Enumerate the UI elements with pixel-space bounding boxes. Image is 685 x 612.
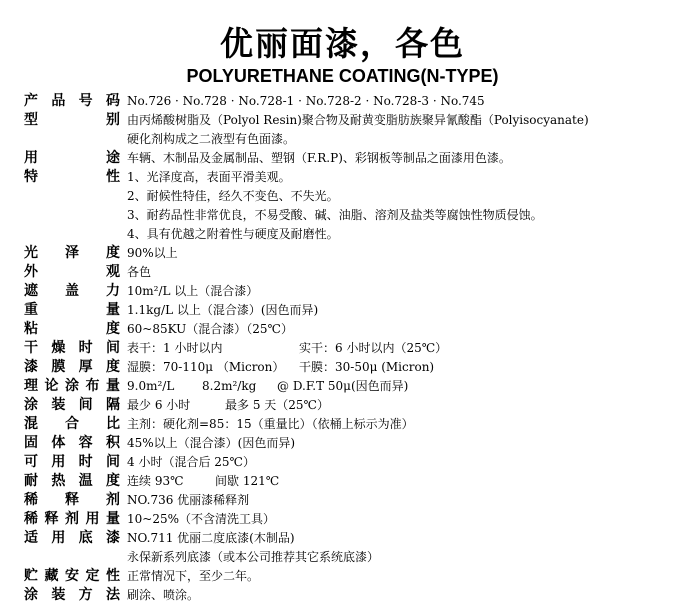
- spec-label: 外 观: [24, 264, 120, 280]
- spec-value: No.726 · No.728 · No.728-1 · No.728-2 · No.728-3 · No.745: [127, 94, 485, 108]
- spec-value: 连续 93℃ 间歇 121℃: [127, 474, 280, 488]
- spec-value: 10m²/L 以上（混合漆）: [127, 284, 259, 298]
- spec-row-usage: [24, 149, 684, 168]
- spec-row-storage-stability: [24, 567, 684, 586]
- spec-label: 遮 盖 力: [24, 283, 120, 299]
- spec-row-recoat-interval: [24, 396, 684, 415]
- spec-label: 用 途: [24, 150, 120, 166]
- spec-list: [24, 92, 684, 605]
- spec-row-features: [24, 168, 684, 244]
- spec-label: 可 用 时 间: [24, 454, 120, 470]
- spec-row-solids-volume: [24, 434, 684, 453]
- spec-row-primer: [24, 529, 684, 567]
- title-chinese: 优丽面漆，各色: [220, 24, 465, 63]
- spec-label: 漆 膜 厚 度: [24, 359, 120, 375]
- spec-row-appearance: [24, 263, 684, 282]
- spec-label: 贮 藏 安 定 性: [24, 568, 120, 584]
- spec-value: 90%以上: [127, 246, 178, 260]
- spec-value: 表干：1 小时以内 实干：6 小时以内（25℃）: [127, 341, 448, 355]
- spec-value: 60~85KU（混合漆）（25℃）: [127, 322, 293, 336]
- spec-value: 1、光泽度高，表面平滑美观。 2、耐候性特佳，经久不变色、不失光。 3、耐药品性非常优良，不易受酸、碱、油脂、溶剂及盐类等腐蚀性物质侵蚀。 4、具有优越之附着性与硬度及耐磨性。: [127, 170, 543, 241]
- spec-row-application-method: [24, 586, 684, 605]
- spec-label: 稀 释 剂 用 量: [24, 511, 120, 527]
- spec-label: 稀 释 剂: [24, 492, 120, 508]
- spec-value: 4 小时（混合后 25℃）: [127, 455, 255, 469]
- spec-row-thinner-amount: [24, 510, 684, 529]
- spec-label: 产 品 号 码: [24, 93, 120, 109]
- spec-row-heat-resistance: [24, 472, 684, 491]
- spec-value: 最少 6 小时 最多 5 天（25℃）: [127, 398, 329, 412]
- spec-row-gloss: [24, 244, 684, 263]
- title-english: POLYURETHANE COATING(N-TYPE): [186, 66, 499, 86]
- spec-value: 1.1kg/L 以上（混合漆）(因色而异): [127, 303, 319, 317]
- spec-label: 光 泽 度: [24, 245, 120, 261]
- spec-row-viscosity: [24, 320, 684, 339]
- spec-value: 由丙烯酸树脂及（Polyol Resin)聚合物及耐黄变脂肪族聚异氰酸酯（Polyisocyanate) 硬化剂构成之二液型有色面漆。: [127, 113, 589, 146]
- spec-row-mixing-ratio: [24, 415, 684, 434]
- spec-label: 粘 度: [24, 321, 120, 337]
- spec-label: 特 性: [24, 169, 120, 185]
- spec-row-film-thickness: [24, 358, 684, 377]
- spec-row-pot-life: [24, 453, 684, 472]
- spec-value: 10~25%（不含清洗工具）: [127, 512, 275, 526]
- spec-value: 各色: [127, 265, 152, 279]
- spec-row-hiding-power: [24, 282, 684, 301]
- spec-value: 车辆、木制品及金属制品、塑钢（F.R.P)、彩钢板等制品之面漆用色漆。: [127, 151, 511, 165]
- spec-row-drying-time: [24, 339, 684, 358]
- spec-value: 9.0m²/L 8.2m²/kg @ D.F.T 50μ(因色而异): [127, 379, 409, 393]
- spec-label: 理 论 涂 布 量: [24, 378, 120, 394]
- spec-label: 干 燥 时 间: [24, 340, 120, 356]
- spec-label: 混 合 比: [24, 416, 120, 432]
- spec-label: 适 用 底 漆: [24, 530, 120, 546]
- spec-row-type: [24, 111, 684, 149]
- spec-label: 涂 装 方 法: [24, 587, 120, 603]
- spec-label: 重 量: [24, 302, 120, 318]
- spec-label: 涂 装 间 隔: [24, 397, 120, 413]
- spec-value: 45%以上（混合漆）(因色而异): [127, 436, 296, 450]
- spec-label: 耐 热 温 度: [24, 473, 120, 489]
- spec-row-coverage: [24, 377, 684, 396]
- spec-label: 型 别: [24, 112, 120, 128]
- spec-value: 刷涂、喷涂。: [127, 588, 200, 602]
- spec-value: 湿膜：70-110μ （Micron） 干膜：30-50μ (Micron): [127, 360, 435, 374]
- spec-row-thinner: [24, 491, 684, 510]
- spec-label: 固 体 容 积: [24, 435, 120, 451]
- spec-row-weight: [24, 301, 684, 320]
- spec-value: 主剂：硬化剂=85：15（重量比）（依桶上标示为准）: [127, 417, 414, 431]
- spec-row-product-number: [24, 92, 684, 111]
- spec-value: NO.711 优丽二度底漆(木制品) 永保新系列底漆（或本公司推荐其它系统底漆）: [127, 531, 380, 564]
- spec-value: NO.736 优丽漆稀释剂: [127, 493, 250, 507]
- spec-value: 正常情况下，至少二年。: [127, 569, 260, 583]
